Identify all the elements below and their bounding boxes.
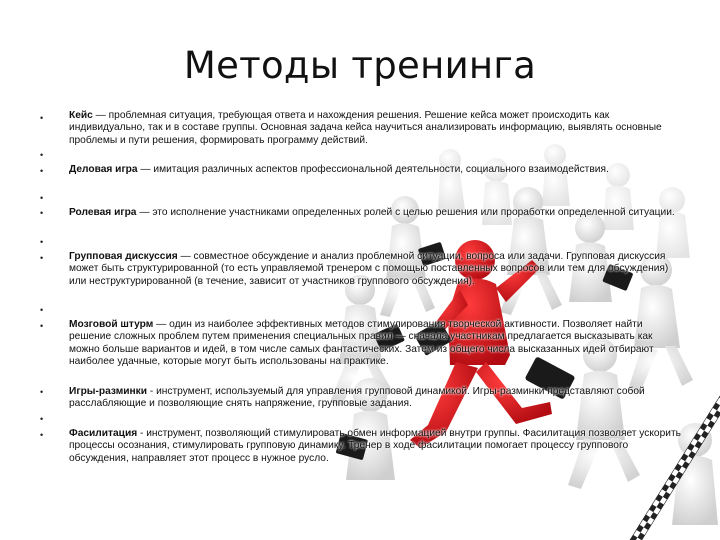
- item-term: Деловая игра: [69, 164, 138, 175]
- item-term: Кейс: [69, 110, 93, 121]
- item-text: — это исполнение участниками определенных ролей с целью решения или проработки определенной ситуации.: [136, 207, 675, 218]
- bullet-marker: •: [40, 387, 44, 397]
- bullet-marker: •: [40, 414, 44, 424]
- list-item-role-play: [69, 207, 681, 219]
- slide-title: Методы тренинга: [183, 44, 537, 87]
- list-item-brainstorm: [69, 319, 681, 369]
- item-text: - инструмент, используемый для управления групповой динамикой. Игры-разминки представляют собой расслабляющие и позволяющие снять напряжение, групповые задания.: [69, 386, 645, 410]
- bullet-marker: •: [40, 166, 44, 176]
- bullet-marker: •: [40, 253, 44, 263]
- list-item-business-game: [69, 164, 681, 176]
- bullet-marker: •: [40, 193, 44, 203]
- item-text: — совместное обсуждение и анализ проблемной ситуации, вопроса или задачи. Групповая дискуссия может быть структурированной (то есть управляемой тренером с помощью поставленных вопросов или тем для обсуждения) или неструктурированной (в течение, зависит от участников группового обсуждения).: [69, 251, 669, 287]
- bullet-marker: •: [40, 321, 44, 331]
- list-item-facilitation: [69, 428, 681, 465]
- item-term: Ролевая игра: [69, 207, 137, 218]
- bullet-marker: •: [40, 305, 44, 315]
- item-text: — имитация различных аспектов профессиональной деятельности, социального взаимодействия.: [137, 164, 609, 175]
- bullet-marker: •: [40, 430, 44, 440]
- item-text: — проблемная ситуация, требующая ответа и нахождения решения. Решение кейса может происходить как индивидуально, так и в составе группы. Основная задача кейса научиться анализировать информацию, выявлять основные проблемы и пути решения, формировать программу действий.: [69, 110, 662, 146]
- list-item-case: [69, 110, 681, 147]
- item-term: Фасилитация: [69, 428, 138, 439]
- bullet-marker: •: [40, 113, 44, 123]
- list-item-group-discussion: [69, 251, 681, 288]
- list-item-warmup-games: [69, 386, 681, 411]
- item-term: Групповая дискуссия: [69, 251, 178, 262]
- bullet-marker: •: [40, 208, 44, 218]
- bullet-marker: •: [40, 150, 44, 160]
- bullet-marker: •: [40, 237, 44, 247]
- item-term: Игры-разминки: [69, 386, 148, 397]
- item-text: — один из наиболее эффективных методов стимулирования творческой активности. Позволяет найти решение сложных проблем путем применения специальных правил — сначала участникам предлагается высказывать как можно больше вариантов и идей, в том числе самых фантастических. Затем из общего числа высказанных идей отбирают наиболее удачные, которые могут быть использованы на практике.: [69, 319, 654, 368]
- item-text: - инструмент, позволяющий стимулировать обмен информацией внутри группы. Фасилитация позволяет ускорить процессы осознания, стимулировать групповую динамику. Тренер в ходе фасилитации помогает процессу группового обсуждения, направляет этот процесс в нужное русло.: [69, 428, 681, 464]
- item-term: Мозговой штурм: [69, 319, 154, 330]
